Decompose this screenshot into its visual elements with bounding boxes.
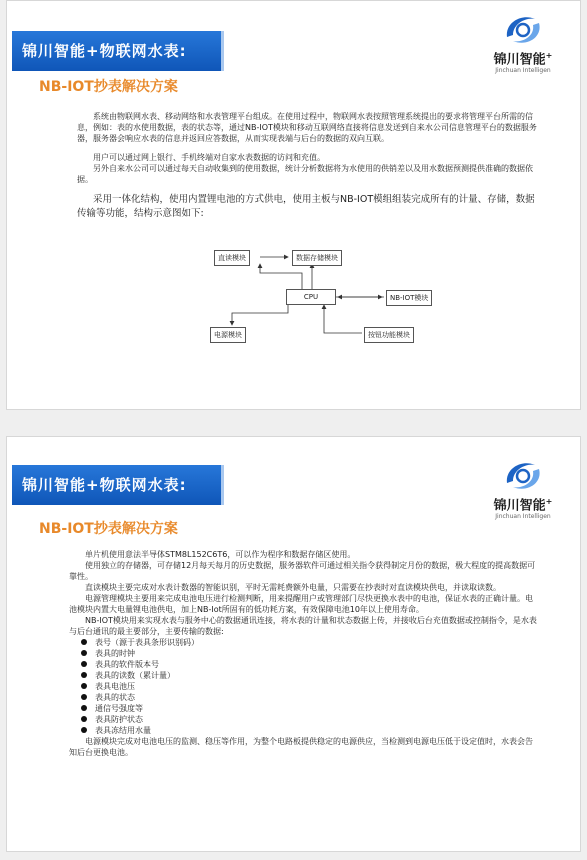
nbiot-module-box: NB-IOT模块	[386, 290, 432, 306]
bullet-icon	[81, 639, 87, 645]
paragraph: 系统由物联网水表、移动网络和水表管理平台组成。在使用过程中，物联网水表按照管理系统提出的要求将管理平台所需的信息，例如：表的水使用数据，表的状态等，通过NB-IOT模块和移动互联网络直接将信息发送到自来水公司信息管理平台的数据服务器，服务器会响应水表的信息并返回应答数据，从而实现表端与后台的数据的双向互联。	[77, 112, 537, 143]
page-banner: 锦川智能+物联网水表:	[12, 31, 224, 71]
list-item: 表具的读数（累计量）	[69, 670, 539, 681]
bullet-icon	[81, 694, 87, 700]
logo-name: 锦川智能	[493, 498, 546, 514]
list-item: 表具的状态	[69, 692, 539, 703]
logo-subtitle: Jinchuan Intelligen	[495, 67, 551, 75]
list-item: 表具的软件版本号	[69, 659, 539, 670]
section-title: NB-IOT抄表解决方案	[39, 79, 178, 95]
company-logo	[488, 11, 558, 75]
paragraph: 直读模块主要完成对水表计数器的智能识别，平时无需耗费额外电量，只需要在抄表时对直读模块供电，并读取读数。	[85, 583, 501, 592]
bullet-icon	[81, 650, 87, 656]
logo-plus-mark: +	[545, 51, 553, 60]
logo-name: 锦川智能	[493, 52, 546, 68]
bullet-icon	[81, 672, 87, 678]
body-text	[77, 111, 537, 221]
power-module-box: 电源模块	[210, 327, 246, 343]
logo-subtitle: Jinchuan Intelligen	[495, 513, 551, 521]
list-item: 表具的时钟	[69, 648, 539, 659]
body-text	[69, 549, 539, 758]
paragraph: 采用一体化结构，使用内置锂电池的方式供电，使用主板与NB-IOT模组组装完成所有的计量、存储，数据传输等功能，结构示意图如下:	[77, 194, 535, 219]
list-item: 表具防护状态	[69, 714, 539, 725]
list-item: 表具冻结用水量	[69, 725, 539, 736]
bullet-icon	[81, 683, 87, 689]
data-storage-module-box: 数据存储模块	[292, 250, 342, 266]
list-item: 表具电池压	[69, 681, 539, 692]
logo-swirl-icon	[503, 11, 543, 49]
logo-swirl-icon	[503, 457, 543, 495]
document-page-2	[6, 436, 581, 852]
paragraph: 使用独立的存储器，可存储12月每天每月的历史数据，服务器软件可通过相关指令获得制定月份的数据，极大程度的提高数据可靠性。	[69, 561, 536, 581]
page-banner: 锦川智能+物联网水表:	[12, 465, 224, 505]
paragraph: NB-IOT模块用来实现水表与服务中心的数据通讯连接，将水表的计量和状态数据上传，并接收后台充值数据或控制指令，是水表与后台通讯的最主要部分，主要传输的数据:	[69, 616, 537, 636]
list-item: 表号（源于表具条形识别码）	[69, 637, 539, 648]
list-item: 通信号强度等	[69, 703, 539, 714]
company-logo	[488, 457, 558, 521]
paragraph: 电源模块完成对电池电压的监测、稳压等作用，为整个电路板提供稳定的电源供应，当检测到电源电压低于设定值时，水表会告知后台更换电池。	[69, 737, 533, 757]
paragraph: 用户可以通过网上银行、手机终端对自家水表数据的访问和充值。	[93, 153, 325, 162]
structure-diagram	[202, 247, 462, 347]
bullet-icon	[81, 661, 87, 667]
button-function-module-box: 按钮功能模块	[364, 327, 414, 343]
paragraph: 另外自来水公司可以通过每天自动收集到的使用数据，统计分析数据将为水使用的供销差以及用水数据预测提供准确的数据依据。	[77, 164, 533, 184]
section-title: NB-IOT抄表解决方案	[39, 521, 178, 537]
logo-plus-mark: +	[545, 497, 553, 506]
bullet-icon	[81, 716, 87, 722]
paragraph: 电源管理模块主要用来完成电池电压进行检测判断，用来提醒用户或管理部门尽快更换水表中的电池，保证水表的正确计量。电池模块内置大电量锂电池供电，加上NB-Iot所固有的低功耗方案，有效保障电池10年以上使用寿命。	[69, 594, 533, 614]
paragraph: 单片机使用意法半导体STM8L152C6T6，可以作为程序和数据存储区使用。	[85, 550, 356, 559]
direct-read-module-box: 直读模块	[214, 250, 250, 266]
document-page-1	[6, 0, 581, 410]
transmitted-data-list	[69, 637, 539, 736]
bullet-icon	[81, 727, 87, 733]
cpu-box: CPU	[286, 289, 336, 305]
bullet-icon	[81, 705, 87, 711]
